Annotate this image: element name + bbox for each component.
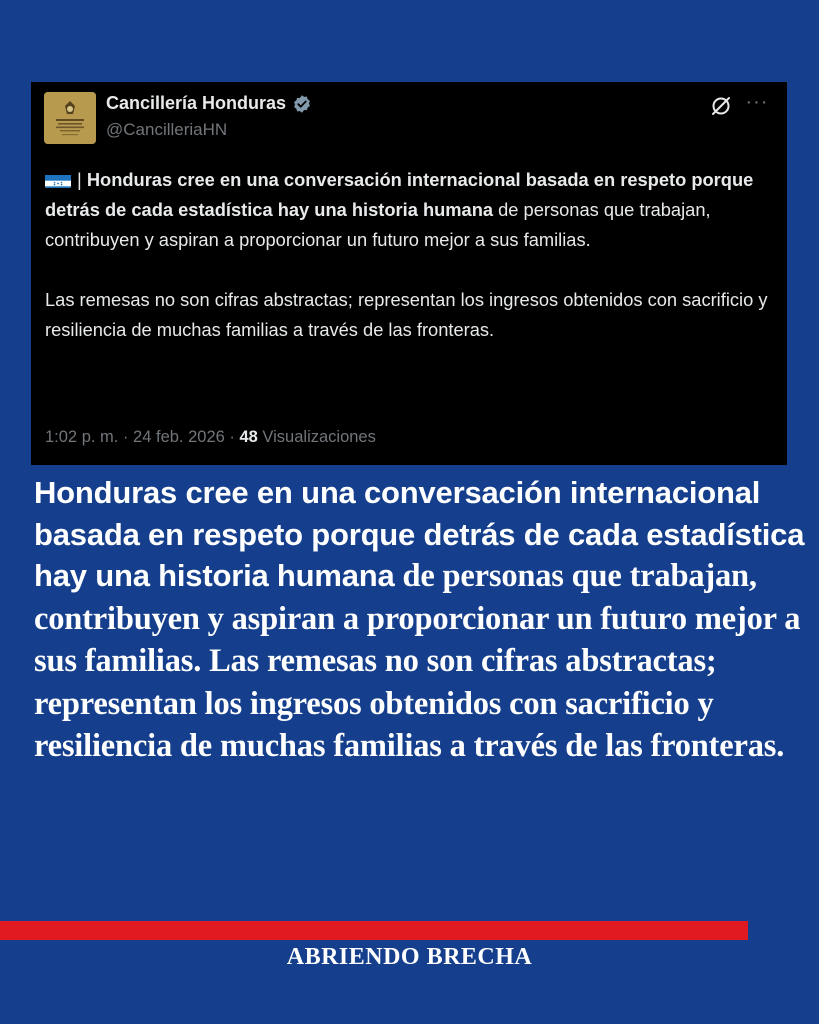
headline-sans-part: Honduras cree en una conversación internacional basada en respeto porque detrás de cada estadística hay una historia humana [34, 475, 805, 593]
tweet-text [45, 165, 773, 345]
account-name-text[interactable]: Cancillería Honduras [106, 93, 287, 113]
views-count[interactable]: 48 [239, 428, 258, 446]
tweet-card[interactable] [31, 82, 787, 465]
more-icon[interactable]: ··· [745, 91, 769, 113]
account-name[interactable] [106, 93, 312, 114]
red-accent-bar [0, 921, 748, 940]
headline-text [34, 472, 816, 768]
grok-icon[interactable] [709, 94, 733, 118]
tweet-separator: | [77, 169, 87, 190]
tweet-paragraph-1 [45, 165, 773, 255]
account-handle[interactable]: @CancilleriaHN [106, 120, 228, 139]
tweet-date[interactable]: 24 feb. 2026 [133, 428, 225, 446]
tweet-metadata: 1:02 p. m. · 24 feb. 2026 · 48 Visualizaciones [45, 428, 376, 446]
tweet-time[interactable]: 1:02 p. m. [45, 428, 119, 446]
verified-badge-icon[interactable] [292, 94, 312, 114]
headline-serif-part: de personas que trabajan, contribuyen y aspiran a proporcionar un futuro mejor a sus familias. Las remesas no son cifras abstractas; representan los ingresos obtenidos con sacrificio y resiliencia de muchas familias a través de las fronteras. [34, 558, 801, 764]
views-label[interactable]: Visualizaciones [262, 428, 376, 446]
brand-footer: ABRIENDO BRECHA [286, 944, 533, 970]
tweet-regular-text: de personas que trabajan, contribuyen y aspiran a proporcionar un futuro mejor a sus familias. [45, 199, 711, 250]
honduras-flag-icon [45, 171, 71, 188]
tweet-bold-text: Honduras cree en una conversación internacional basada en respeto porque detrás de cada estadística hay una historia humana [45, 169, 754, 220]
coat-of-arms-icon[interactable] [44, 92, 96, 144]
tweet-paragraph-2: Las remesas no son cifras abstractas; representan los ingresos obtenidos con sacrificio y resiliencia de muchas familias a través de las fronteras. [45, 289, 768, 340]
